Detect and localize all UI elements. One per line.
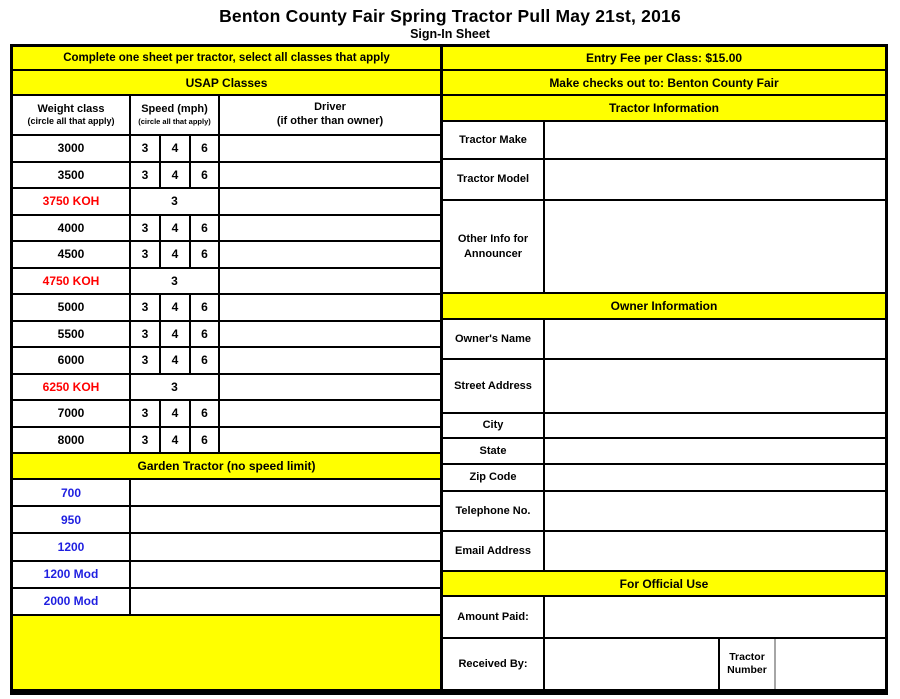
usap-row [13, 216, 440, 243]
field-label: Telephone No. [443, 492, 545, 530]
garden-input-cell[interactable] [131, 480, 440, 505]
field-row-state [443, 439, 885, 465]
driver-subtitle: (if other than owner) [276, 115, 384, 127]
usap-row [13, 348, 440, 375]
speed-option-cell[interactable]: 6 [191, 295, 220, 320]
speed-option-cell[interactable]: 6 [191, 216, 220, 241]
speed-option-cell[interactable]: 3 [131, 189, 220, 214]
garden-input-cell[interactable] [131, 562, 440, 587]
instruction-banner: Complete one sheet per tractor, select all classes that apply [13, 47, 440, 71]
field-label: Email Address [443, 532, 545, 570]
weight-class-column-header [13, 96, 131, 134]
speed-option-cell[interactable]: 4 [161, 242, 191, 267]
field-input-cell[interactable] [545, 360, 885, 412]
speed-option-cell[interactable]: 4 [161, 163, 191, 188]
field-label: Tractor Model [443, 160, 545, 199]
garden-row [13, 589, 440, 616]
weight-class-cell: 5500 [13, 322, 131, 347]
usap-row-koh [13, 375, 440, 402]
entry-fee-banner: Entry Fee per Class: $15.00 [443, 47, 885, 71]
speed-option-cell[interactable]: 6 [191, 348, 220, 373]
garden-input-cell[interactable] [131, 507, 440, 532]
field-label: Street Address [443, 360, 545, 412]
driver-input-cell[interactable] [220, 322, 440, 347]
speed-option-cell[interactable]: 3 [131, 322, 161, 347]
weight-class-subtitle: (circle all that apply) [27, 116, 115, 127]
driver-input-cell[interactable] [220, 269, 440, 294]
usap-row [13, 322, 440, 349]
weight-class-cell: 4750 KOH [13, 269, 131, 294]
field-input-cell[interactable] [545, 414, 885, 437]
weight-class-cell: 6000 [13, 348, 131, 373]
speed-option-cell[interactable]: 3 [131, 269, 220, 294]
driver-title: Driver [314, 101, 346, 114]
field-row-email [443, 532, 885, 572]
owner-information-header: Owner Information [443, 294, 885, 320]
speed-option-cell[interactable]: 3 [131, 163, 161, 188]
garden-class-cell: 950 [13, 507, 131, 532]
field-label: Tractor Make [443, 122, 545, 158]
weight-class-cell: 3750 KOH [13, 189, 131, 214]
garden-tractor-header: Garden Tractor (no speed limit) [13, 454, 440, 480]
speed-column-header [131, 96, 220, 134]
received-by-label: Received By: [443, 639, 545, 689]
tractor-information-header: Tractor Information [443, 96, 885, 122]
field-label: Zip Code [443, 465, 545, 490]
tractor-number-label: Tractor Number [718, 639, 776, 689]
speed-option-cell[interactable]: 6 [191, 136, 220, 161]
speed-option-cell[interactable]: 3 [131, 136, 161, 161]
left-footer-highlight-block [13, 616, 440, 689]
speed-option-cell[interactable]: 3 [131, 375, 220, 400]
field-input-cell[interactable] [545, 492, 885, 530]
amount-paid-input-cell[interactable] [545, 597, 885, 637]
info-column [443, 47, 885, 689]
usap-row [13, 242, 440, 269]
field-label: Owner's Name [443, 320, 545, 358]
field-input-cell[interactable] [545, 532, 885, 570]
weight-class-cell: 3000 [13, 136, 131, 161]
driver-column-header [220, 96, 440, 134]
speed-option-cell[interactable]: 4 [161, 216, 191, 241]
speed-option-cell[interactable]: 6 [191, 242, 220, 267]
form-table [10, 44, 888, 695]
field-input-cell[interactable] [545, 439, 885, 463]
usap-row-koh [13, 189, 440, 216]
speed-option-cell[interactable]: 4 [161, 295, 191, 320]
field-label: City [443, 414, 545, 437]
weight-class-cell: 7000 [13, 401, 131, 426]
driver-input-cell[interactable] [220, 428, 440, 453]
field-row-received-by [443, 639, 885, 689]
garden-class-cell: 700 [13, 480, 131, 505]
amount-paid-label: Amount Paid: [443, 597, 545, 637]
field-input-cell[interactable] [545, 320, 885, 358]
garden-row [13, 534, 440, 561]
speed-option-cell[interactable]: 4 [161, 348, 191, 373]
field-input-cell[interactable] [545, 122, 885, 158]
driver-input-cell[interactable] [220, 163, 440, 188]
usap-row [13, 428, 440, 455]
tractor-number-input-cell[interactable] [776, 639, 885, 689]
driver-input-cell[interactable] [220, 401, 440, 426]
usap-row [13, 163, 440, 190]
usap-table-header-row [13, 96, 440, 136]
usap-row [13, 295, 440, 322]
page-title: Benton County Fair Spring Tractor Pull May 21st, 2016 [219, 6, 681, 26]
field-row-city [443, 414, 885, 439]
field-row-other-info [443, 201, 885, 294]
usap-row [13, 401, 440, 428]
driver-input-cell[interactable] [220, 216, 440, 241]
usap-row-koh [13, 269, 440, 296]
speed-option-cell[interactable]: 3 [131, 295, 161, 320]
garden-class-cell: 1200 Mod [13, 562, 131, 587]
speed-option-cell[interactable]: 3 [131, 348, 161, 373]
driver-input-cell[interactable] [220, 242, 440, 267]
weight-class-cell: 5000 [13, 295, 131, 320]
weight-class-cell: 4000 [13, 216, 131, 241]
speed-option-cell[interactable]: 3 [131, 242, 161, 267]
classes-column [13, 47, 443, 689]
field-row-amount-paid [443, 597, 885, 639]
field-input-cell[interactable] [545, 465, 885, 490]
official-use-header: For Official Use [443, 572, 885, 597]
field-label: Other Info for Announcer [443, 201, 545, 292]
speed-option-cell[interactable]: 4 [161, 136, 191, 161]
garden-input-cell[interactable] [131, 589, 440, 614]
field-row-telephone [443, 492, 885, 532]
driver-input-cell[interactable] [220, 189, 440, 214]
speed-option-cell[interactable]: 3 [131, 216, 161, 241]
speed-option-cell[interactable]: 6 [191, 322, 220, 347]
make-checks-banner: Make checks out to: Benton County Fair [443, 71, 885, 96]
speed-option-cell[interactable]: 6 [191, 163, 220, 188]
speed-option-cell[interactable]: 3 [131, 428, 161, 453]
field-row-street-address [443, 360, 885, 414]
garden-class-cell: 1200 [13, 534, 131, 559]
weight-class-cell: 8000 [13, 428, 131, 453]
weight-class-title: Weight class [37, 102, 105, 115]
weight-class-cell: 3500 [13, 163, 131, 188]
field-row-zip-code [443, 465, 885, 492]
speed-option-cell[interactable]: 6 [191, 428, 220, 453]
garden-class-cell: 2000 Mod [13, 589, 131, 614]
field-input-cell[interactable] [545, 160, 885, 199]
field-row-tractor-model [443, 160, 885, 201]
usap-row [13, 136, 440, 163]
driver-input-cell[interactable] [220, 136, 440, 161]
speed-subtitle: (circle all that apply) [138, 117, 211, 127]
garden-row [13, 562, 440, 589]
field-row-tractor-make [443, 122, 885, 160]
received-by-input-cell[interactable] [545, 639, 718, 689]
driver-input-cell[interactable] [220, 295, 440, 320]
garden-row [13, 507, 440, 534]
driver-input-cell[interactable] [220, 348, 440, 373]
field-label: State [443, 439, 545, 463]
weight-class-cell: 4500 [13, 242, 131, 267]
speed-option-cell[interactable]: 4 [161, 401, 191, 426]
field-input-cell[interactable] [545, 201, 885, 292]
speed-title: Speed (mph) [141, 103, 208, 116]
usap-classes-header: USAP Classes [13, 71, 440, 96]
field-row-owners-name [443, 320, 885, 360]
speed-option-cell[interactable]: 4 [161, 428, 191, 453]
speed-option-cell[interactable]: 3 [131, 401, 161, 426]
speed-option-cell[interactable]: 6 [191, 401, 220, 426]
page-subtitle: Sign-In Sheet [410, 27, 490, 41]
speed-option-cell[interactable]: 4 [161, 322, 191, 347]
garden-input-cell[interactable] [131, 534, 440, 559]
driver-input-cell[interactable] [220, 375, 440, 400]
weight-class-cell: 6250 KOH [13, 375, 131, 400]
garden-row [13, 480, 440, 507]
